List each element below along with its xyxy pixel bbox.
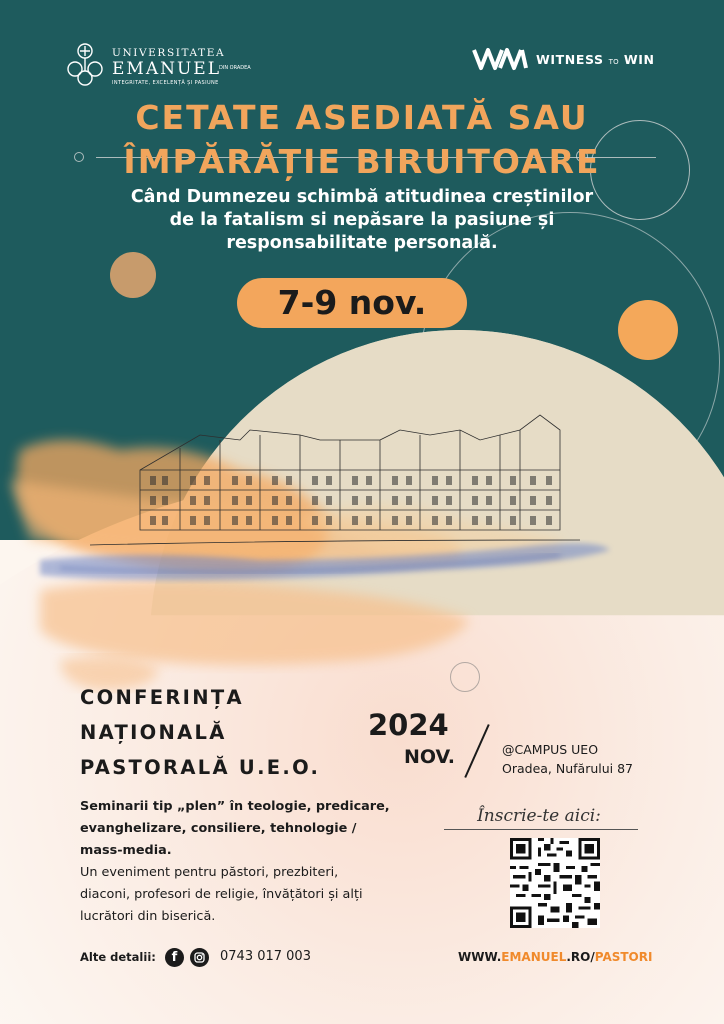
website-prefix: WWW.: [458, 950, 502, 964]
signup-underline: [444, 829, 638, 830]
university-name-line2: EMANUEL: [112, 59, 221, 79]
event-year: 2024: [368, 708, 449, 742]
university-name-suffix: DIN ORADEA: [219, 65, 251, 71]
event-subtitle-line1: Când Dumnezeu schimbă atitudinea creștinilor: [130, 187, 594, 207]
partner-logo: [472, 46, 662, 72]
event-month: NOV.: [404, 746, 456, 768]
university-name-line1: UNIVERSITATEA: [112, 47, 226, 59]
event-dates-badge: 7-9 nov.: [237, 278, 467, 328]
website-path: PASTORI: [594, 950, 653, 964]
website-link[interactable]: [458, 950, 652, 964]
conference-title: [80, 680, 320, 785]
university-logo: [66, 42, 251, 86]
description-topics-line1: Seminarii tip „plen” în teologie, predicare,: [80, 799, 390, 814]
phone-number[interactable]: 0743 017 003: [220, 949, 311, 964]
description-audience-line3: lucrători din biserică.: [80, 909, 216, 924]
event-title-line1: CETATE ASEDIATĂ SAU: [135, 98, 589, 137]
partner-name-to: TO: [608, 58, 619, 66]
witness-to-win-icon: [472, 46, 528, 72]
deco-ring: [450, 662, 480, 692]
website-domain: EMANUEL: [501, 950, 567, 964]
description-audience-line1: Un eveniment pentru păstori, prezbiteri,: [80, 865, 339, 880]
partner-name-main: WITNESS: [536, 52, 604, 67]
partner-name: [536, 52, 655, 67]
event-title-line2: ÎMPĂRĂȚIE BIRUITOARE: [123, 142, 601, 181]
event-venue: [502, 740, 633, 778]
venue-line2: Oradea, Nufărului 87: [502, 761, 634, 776]
description-audience-line2: diaconi, profesori de religie, învățători și alți: [80, 887, 363, 902]
conference-title-line2: NAȚIONALĂ: [80, 721, 227, 744]
facebook-icon[interactable]: f: [165, 948, 184, 967]
event-description: [80, 796, 415, 928]
conference-title-line3: PASTORALĂ U.E.O.: [80, 756, 321, 779]
description-topics-line3: mass-media.: [80, 843, 172, 858]
event-subtitle-line3: responsabilitate personală.: [226, 233, 498, 253]
event-subtitle: [0, 186, 724, 255]
event-subtitle-line2: de la fatalism si nepăsare la pasiune și: [169, 210, 555, 230]
details-label: Alte detalii:: [80, 950, 156, 964]
description-topics-line2: evanghelizare, consiliere, tehnologie /: [80, 821, 357, 836]
campus-building-illustration: [0, 410, 724, 700]
website-tld: .RO/: [566, 950, 595, 964]
partner-name-end: WIN: [623, 52, 655, 67]
signup-label: Înscrie-te aici:: [477, 806, 601, 826]
description-topics: [80, 796, 415, 862]
university-tagline: INTEGRITATE, EXCELENȚĂ ȘI PASIUNE: [112, 80, 219, 86]
deco-circle-tan: [110, 252, 156, 298]
signup-qr-code[interactable]: [510, 838, 600, 928]
description-audience: [80, 862, 415, 928]
event-title: [0, 96, 724, 184]
instagram-icon[interactable]: [190, 948, 209, 967]
venue-line1: @CAMPUS UEO: [502, 742, 599, 757]
conference-title-line1: CONFERINȚA: [80, 686, 244, 709]
university-emblem-icon: [66, 42, 104, 86]
